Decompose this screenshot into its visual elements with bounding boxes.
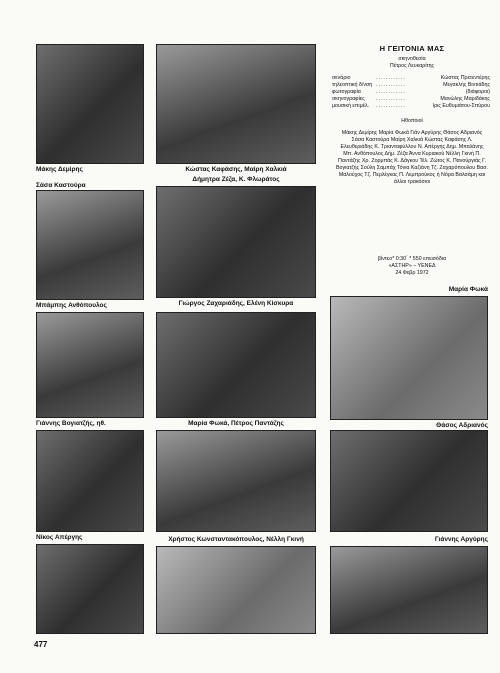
photo-zeza-floratos [156, 186, 316, 298]
caption-thasos-adrianos: Θάσος Αδριανός [436, 422, 488, 429]
caption-nikos-apergis: Νίκος Απέργης [36, 534, 83, 541]
photo-konstantakopoulos-gkini [156, 546, 316, 634]
air-date: 24 Φεβρ 1972 [395, 270, 429, 276]
dot-leader: ............ [376, 82, 406, 88]
photo-nikos-apergis [36, 430, 144, 532]
station: «ΑΣΤΗΡ» – ΥΕΝΕΔ [388, 263, 436, 269]
caption-sasa-kastoura: Σάσα Καστούρα [36, 182, 86, 189]
caption-konstantakopoulos-gkini: Χρήστος Κωνσταντακόπουλος, Νέλλη Γκινή [168, 536, 304, 543]
dot-leader: ............ [376, 96, 406, 102]
dot-leader: ............ [376, 103, 406, 109]
caption-giannis-argyris: Γιάννης Αργύρης [434, 536, 488, 543]
credit-role: τηλεοπτική δ/νση [332, 82, 373, 88]
actors-label: Ηθοποιοί [401, 118, 423, 124]
caption-makis-demiris: Μάκης Δεμίρης [36, 166, 83, 173]
photo-kafasis-halkia [156, 44, 316, 164]
photo-foka-pantazis [156, 312, 316, 418]
page-number: 477 [34, 640, 48, 649]
photo-giannis-vogiatzis [36, 312, 144, 418]
director-name: Πέτρος Λευκαρίτης [389, 63, 435, 69]
credit-row [332, 103, 492, 110]
photo-giannis-argyris [330, 546, 488, 634]
caption-kafasis-halkia: Κώστας Καφάσης, Μαίρη Χαλκιά [185, 166, 287, 173]
caption-maria-foka: Μαρία Φωκά [448, 286, 488, 293]
credit-row [332, 82, 492, 89]
credit-row [332, 75, 492, 82]
photo-foka-scene [156, 430, 316, 532]
broadcast-info: βίντεο* 0:30΄ * 550 επεισόδια [377, 256, 447, 262]
caption-giannis-vogiatzis: Γιάννης Βογιατζής, ηθ. [36, 420, 106, 427]
photo-apergis-scene [36, 544, 144, 634]
credit-role: φωτογραφία [332, 89, 361, 95]
dot-leader: ............ [376, 89, 406, 95]
photo-thasos-adrianos [330, 430, 488, 532]
director-label: σκηνοθεσία [398, 56, 426, 62]
credit-row [332, 89, 492, 96]
credit-row [332, 96, 492, 103]
page-title: Η ΓΕΙΤΟΝΙΑ ΜΑΣ [379, 44, 445, 53]
dot-leader: ............ [376, 75, 406, 81]
caption-foka-pantazis: Μαρία Φωκά, Πέτρος Παντάζης [188, 420, 284, 427]
credit-name: Μανώλης Μαριδάκης [440, 96, 490, 102]
photo-makis-demiris [36, 44, 144, 164]
credit-name: Κώστας Πρετεντέρης [440, 75, 490, 81]
credit-name: Μεγακλής Βιντιάδης [443, 82, 490, 88]
caption-zeza-floratos: Δήμητρα Ζέζα, Κ. Φλωράτος [192, 176, 280, 183]
credit-role: μουσική επιμέλ. [332, 103, 370, 109]
caption-zachariadis-kiskyra: Γιώργος Ζαχαριάδης, Ελένη Κίσκυρα [178, 300, 294, 307]
credit-role: σενάριο [332, 75, 351, 81]
photo-maria-foka [330, 296, 488, 420]
caption-babis-anthopoulos: Μπάμπης Ανθόπουλος [36, 302, 107, 309]
credit-role: σκηνογραφίες [332, 96, 365, 102]
actors-text: Μάκης Δεμίρης Μαρία Φωκά Γιάν Αργύρης Θάσος Αδριανός Σάσα Καστούρα Μαίρη Χαλκιά Κώστας Καφάσης Λ. Ελευθεριάδης Κ. Τριανταφύλλου Ν. Απέργης Δημ. Μπαλάνης Μπ. Ανθόπουλος Δήμ. Ζέζα Άννα Κυριακού Νέλλη Γκινή Π. Παντάζης Χρ. Ζορμπάς Κ. Δάγκου Τέλ. Ζώτος Κ. Πανούργιάς Γ. Βογιατζής Σούλη Σαμπάχ Τόνια Καζιάνη Τζ. Ζαχαρόπουλου Βασ. Μαλούχος Τζ. Περλέγκας Π. Λεμπρούκος ή Νόρα Βαλσάμη και άλλοι τρακόσιοι [336, 130, 488, 185]
credit-name: Ιρις Ευθυμιάτου-Σπύρου [432, 103, 490, 109]
credit-name: (διάφοροι) [465, 89, 490, 95]
photo-sasa-kastoura [36, 190, 144, 300]
